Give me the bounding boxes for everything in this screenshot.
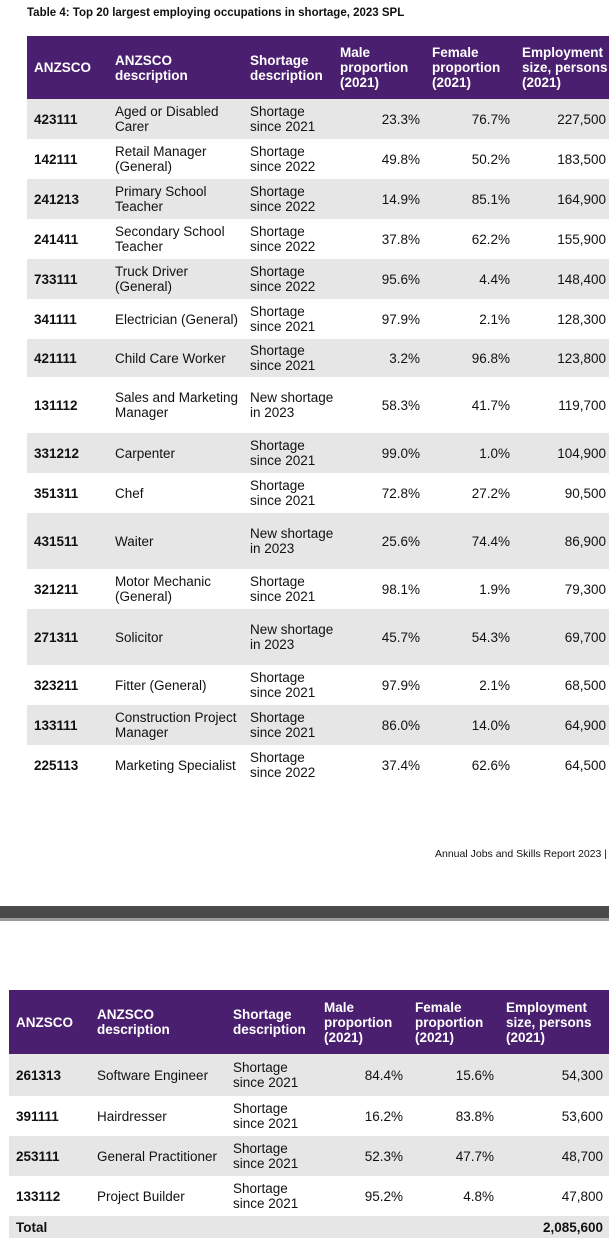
male-proportion-cell: 97.9%	[334, 665, 426, 705]
anzsco-code-cell: 421111	[27, 339, 109, 377]
header-male: Male proportion (2021)	[334, 36, 426, 99]
female-proportion-cell: 1.9%	[426, 569, 516, 609]
anzsco-code-cell: 351311	[27, 473, 109, 513]
female-proportion-cell: 4.4%	[426, 259, 516, 299]
male-proportion-cell: 84.4%	[318, 1054, 409, 1096]
female-proportion-cell: 74.4%	[426, 513, 516, 569]
total-empty-cell	[409, 1216, 500, 1238]
male-proportion-cell: 86.0%	[334, 705, 426, 745]
shortage-cell: Shortage since 2021	[244, 473, 334, 513]
anzsco-code-cell: 131112	[27, 377, 109, 433]
shortage-cell: New shortage in 2023	[244, 377, 334, 433]
shortage-cell: Shortage since 2022	[244, 139, 334, 179]
employment-size-cell: 54,300	[500, 1054, 609, 1096]
description-cell: Aged or Disabled Carer	[109, 99, 244, 139]
table-row	[27, 139, 609, 179]
table-row	[9, 1096, 609, 1136]
female-proportion-cell: 54.3%	[426, 609, 516, 665]
description-cell: Software Engineer	[91, 1054, 227, 1096]
anzsco-code-cell: 733111	[27, 259, 109, 299]
shortage-cell: Shortage since 2022	[244, 179, 334, 219]
description-cell: Construction Project Manager	[109, 705, 244, 745]
table-row	[9, 1136, 609, 1176]
shortage-table-page1	[27, 36, 609, 785]
shortage-cell: Shortage since 2021	[227, 1176, 318, 1216]
table-row	[27, 473, 609, 513]
table-row	[27, 665, 609, 705]
employment-size-cell: 104,900	[516, 433, 609, 473]
female-proportion-cell: 62.2%	[426, 219, 516, 259]
shortage-cell: Shortage since 2021	[227, 1054, 318, 1096]
employment-size-cell: 69,700	[516, 609, 609, 665]
male-proportion-cell: 95.6%	[334, 259, 426, 299]
description-cell: Primary School Teacher	[109, 179, 244, 219]
female-proportion-cell: 76.7%	[426, 99, 516, 139]
male-proportion-cell: 98.1%	[334, 569, 426, 609]
header-anzsco: ANZSCO	[27, 36, 109, 99]
employment-size-cell: 48,700	[500, 1136, 609, 1176]
female-proportion-cell: 4.8%	[409, 1176, 500, 1216]
table-row	[27, 299, 609, 339]
employment-size-cell: 123,800	[516, 339, 609, 377]
table-row	[27, 219, 609, 259]
male-proportion-cell: 72.8%	[334, 473, 426, 513]
total-empty-cell	[318, 1216, 409, 1238]
description-cell: Fitter (General)	[109, 665, 244, 705]
male-proportion-cell: 45.7%	[334, 609, 426, 665]
shortage-cell: Shortage since 2022	[244, 745, 334, 785]
employment-size-cell: 64,500	[516, 745, 609, 785]
female-proportion-cell: 1.0%	[426, 433, 516, 473]
male-proportion-cell: 3.2%	[334, 339, 426, 377]
employment-size-cell: 86,900	[516, 513, 609, 569]
table-row	[27, 705, 609, 745]
header-male: Male proportion (2021)	[318, 990, 409, 1054]
male-proportion-cell: 99.0%	[334, 433, 426, 473]
female-proportion-cell: 50.2%	[426, 139, 516, 179]
table-row	[27, 339, 609, 377]
table-row	[27, 569, 609, 609]
total-label: Total	[9, 1216, 91, 1238]
female-proportion-cell: 62.6%	[426, 745, 516, 785]
description-cell: General Practitioner	[91, 1136, 227, 1176]
shortage-cell: Shortage since 2022	[244, 259, 334, 299]
male-proportion-cell: 37.8%	[334, 219, 426, 259]
employment-size-cell: 64,900	[516, 705, 609, 745]
description-cell: Electrician (General)	[109, 299, 244, 339]
male-proportion-cell: 49.8%	[334, 139, 426, 179]
employment-size-cell: 164,900	[516, 179, 609, 219]
shortage-cell: Shortage since 2021	[244, 99, 334, 139]
anzsco-code-cell: 431511	[27, 513, 109, 569]
header-female: Female proportion (2021)	[426, 36, 516, 99]
female-proportion-cell: 83.8%	[409, 1096, 500, 1136]
shortage-cell: New shortage in 2023	[244, 609, 334, 665]
shortage-cell: Shortage since 2021	[244, 433, 334, 473]
table-row	[9, 1054, 609, 1096]
table-row	[27, 433, 609, 473]
anzsco-code-cell: 391111	[9, 1096, 91, 1136]
table-row	[27, 513, 609, 569]
description-cell: Hairdresser	[91, 1096, 227, 1136]
employment-size-cell: 79,300	[516, 569, 609, 609]
table-row	[27, 99, 609, 139]
shortage-cell: Shortage since 2021	[244, 339, 334, 377]
employment-size-cell: 183,500	[516, 139, 609, 179]
female-proportion-cell: 14.0%	[426, 705, 516, 745]
female-proportion-cell: 41.7%	[426, 377, 516, 433]
header-employment: Employment size, persons (2021)	[500, 990, 609, 1054]
anzsco-code-cell: 142111	[27, 139, 109, 179]
header-anzsco: ANZSCO	[9, 990, 91, 1054]
page-footer: Annual Jobs and Skills Report 2023 |	[435, 848, 607, 860]
description-cell: Sales and Marketing Manager	[109, 377, 244, 433]
anzsco-code-cell: 331212	[27, 433, 109, 473]
table-header-row	[27, 36, 609, 99]
anzsco-code-cell: 271311	[27, 609, 109, 665]
table-row	[27, 377, 609, 433]
anzsco-code-cell: 321211	[27, 569, 109, 609]
description-cell: Solicitor	[109, 609, 244, 665]
anzsco-code-cell: 241411	[27, 219, 109, 259]
description-cell: Secondary School Teacher	[109, 219, 244, 259]
header-female: Female proportion (2021)	[409, 990, 500, 1054]
anzsco-code-cell: 133111	[27, 705, 109, 745]
description-cell: Project Builder	[91, 1176, 227, 1216]
female-proportion-cell: 85.1%	[426, 179, 516, 219]
female-proportion-cell: 96.8%	[426, 339, 516, 377]
female-proportion-cell: 47.7%	[409, 1136, 500, 1176]
anzsco-code-cell: 341111	[27, 299, 109, 339]
shortage-cell: Shortage since 2021	[227, 1096, 318, 1136]
male-proportion-cell: 95.2%	[318, 1176, 409, 1216]
header-description: ANZSCO description	[109, 36, 244, 99]
description-cell: Waiter	[109, 513, 244, 569]
male-proportion-cell: 52.3%	[318, 1136, 409, 1176]
shortage-table-page2	[9, 990, 609, 1238]
male-proportion-cell: 23.3%	[334, 99, 426, 139]
total-employment: 2,085,600	[500, 1216, 609, 1238]
employment-size-cell: 47,800	[500, 1176, 609, 1216]
employment-size-cell: 128,300	[516, 299, 609, 339]
employment-size-cell: 119,700	[516, 377, 609, 433]
shortage-cell: Shortage since 2021	[227, 1136, 318, 1176]
shortage-cell: Shortage since 2021	[244, 705, 334, 745]
header-description: ANZSCO description	[91, 990, 227, 1054]
total-empty-cell	[227, 1216, 318, 1238]
anzsco-code-cell: 261313	[9, 1054, 91, 1096]
male-proportion-cell: 37.4%	[334, 745, 426, 785]
description-cell: Carpenter	[109, 433, 244, 473]
male-proportion-cell: 14.9%	[334, 179, 426, 219]
employment-size-cell: 148,400	[516, 259, 609, 299]
employment-size-cell: 155,900	[516, 219, 609, 259]
anzsco-code-cell: 423111	[27, 99, 109, 139]
male-proportion-cell: 25.6%	[334, 513, 426, 569]
shortage-cell: Shortage since 2021	[244, 569, 334, 609]
page-divider-shadow	[0, 918, 609, 921]
table-header-row	[9, 990, 609, 1054]
total-empty-cell	[91, 1216, 227, 1238]
header-employment: Employment size, persons (2021)	[516, 36, 609, 99]
table-row	[27, 259, 609, 299]
shortage-cell: Shortage since 2021	[244, 299, 334, 339]
employment-size-cell: 90,500	[516, 473, 609, 513]
employment-size-cell: 227,500	[516, 99, 609, 139]
description-cell: Child Care Worker	[109, 339, 244, 377]
table-row	[9, 1176, 609, 1216]
anzsco-code-cell: 323211	[27, 665, 109, 705]
total-row	[9, 1216, 609, 1238]
anzsco-code-cell: 253111	[9, 1136, 91, 1176]
female-proportion-cell: 15.6%	[409, 1054, 500, 1096]
anzsco-code-cell: 133112	[9, 1176, 91, 1216]
shortage-cell: Shortage since 2022	[244, 219, 334, 259]
description-cell: Retail Manager (General)	[109, 139, 244, 179]
employment-size-cell: 53,600	[500, 1096, 609, 1136]
description-cell: Marketing Specialist	[109, 745, 244, 785]
page-divider	[0, 906, 609, 918]
table-row	[27, 179, 609, 219]
shortage-cell: Shortage since 2021	[244, 665, 334, 705]
header-shortage: Shortage description	[227, 990, 318, 1054]
anzsco-code-cell: 241213	[27, 179, 109, 219]
male-proportion-cell: 16.2%	[318, 1096, 409, 1136]
description-cell: Chef	[109, 473, 244, 513]
male-proportion-cell: 58.3%	[334, 377, 426, 433]
female-proportion-cell: 2.1%	[426, 665, 516, 705]
table-caption: Table 4: Top 20 largest employing occupations in shortage, 2023 SPL	[27, 7, 405, 19]
table-row	[27, 609, 609, 665]
description-cell: Truck Driver (General)	[109, 259, 244, 299]
table-row	[27, 745, 609, 785]
anzsco-code-cell: 225113	[27, 745, 109, 785]
header-shortage: Shortage description	[244, 36, 334, 99]
female-proportion-cell: 2.1%	[426, 299, 516, 339]
male-proportion-cell: 97.9%	[334, 299, 426, 339]
shortage-cell: New shortage in 2023	[244, 513, 334, 569]
female-proportion-cell: 27.2%	[426, 473, 516, 513]
description-cell: Motor Mechanic (General)	[109, 569, 244, 609]
employment-size-cell: 68,500	[516, 665, 609, 705]
